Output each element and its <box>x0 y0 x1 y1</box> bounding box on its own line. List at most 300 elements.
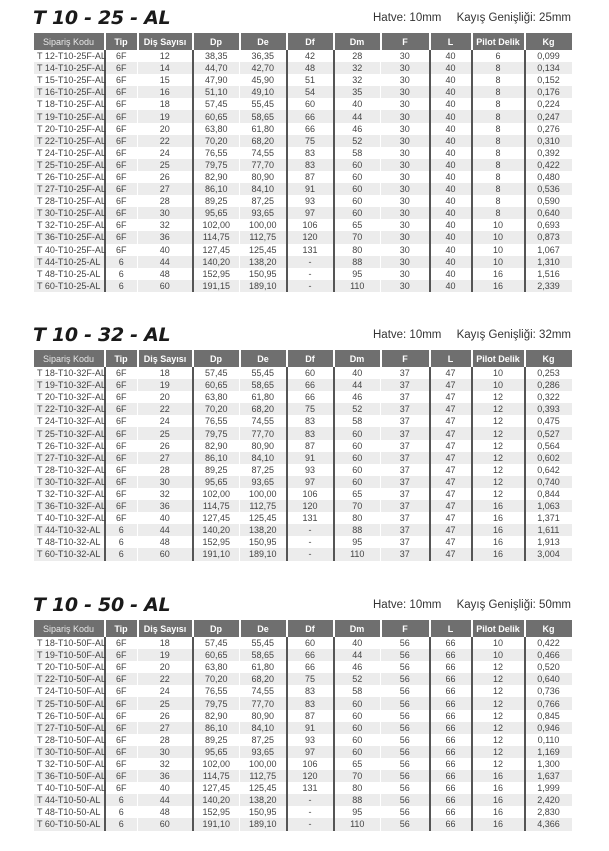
cell-order-code: T 30-T10-50F-AL <box>34 746 105 758</box>
cell-order-code: T 25-T10-32F-AL <box>34 427 105 439</box>
cell-type: 6F <box>105 512 138 524</box>
cell-order-code: T 48-T10-25-AL <box>34 268 105 280</box>
cell-type: 6F <box>105 367 138 379</box>
spec-table <box>33 350 572 561</box>
cell-f: 30 <box>381 195 430 207</box>
table-row <box>34 62 572 74</box>
cell-pilot-bore: 16 <box>472 794 525 806</box>
cell-order-code: T 27-T10-32F-AL <box>34 452 105 464</box>
cell-dm: 52 <box>334 673 381 685</box>
cell-l: 40 <box>430 86 472 98</box>
cell-dm: 35 <box>334 86 381 98</box>
cell-dm: 46 <box>334 123 381 135</box>
cell-de: 68,20 <box>240 673 287 685</box>
cell-dm: 95 <box>334 536 381 548</box>
cell-l: 47 <box>430 440 472 452</box>
cell-type: 6F <box>105 661 138 673</box>
cell-dm: 65 <box>334 219 381 231</box>
cell-de: 55,45 <box>240 98 287 110</box>
cell-l: 66 <box>430 746 472 758</box>
table-row <box>34 440 572 452</box>
cell-l: 47 <box>430 536 472 548</box>
header-teeth-count: Diş Sayısı <box>138 350 193 367</box>
cell-de: 80,90 <box>240 710 287 722</box>
cell-de: 80,90 <box>240 171 287 183</box>
cell-dp: 114,75 <box>193 231 240 243</box>
cell-type: 6F <box>105 231 138 243</box>
cell-teeth-count: 30 <box>138 476 193 488</box>
cell-type: 6 <box>105 256 138 268</box>
cell-pilot-bore: 12 <box>472 488 525 500</box>
cell-order-code: T 44-T10-32-AL <box>34 524 105 536</box>
cell-df: 87 <box>287 440 334 452</box>
cell-dm: 60 <box>334 207 381 219</box>
cell-f: 56 <box>381 661 430 673</box>
cell-type: 6F <box>105 219 138 231</box>
cell-type: 6F <box>105 415 138 427</box>
cell-l: 47 <box>430 415 472 427</box>
cell-de: 61,80 <box>240 391 287 403</box>
cell-teeth-count: 25 <box>138 159 193 171</box>
cell-teeth-count: 48 <box>138 536 193 548</box>
cell-teeth-count: 14 <box>138 62 193 74</box>
cell-dp: 140,20 <box>193 794 240 806</box>
cell-dm: 65 <box>334 758 381 770</box>
cell-type: 6F <box>105 98 138 110</box>
cell-de: 55,45 <box>240 367 287 379</box>
cell-weight-kg: 1,310 <box>525 256 572 268</box>
header-order-code: Sipariş Kodu <box>34 33 105 50</box>
cell-f: 56 <box>381 734 430 746</box>
cell-pilot-bore: 16 <box>472 512 525 524</box>
cell-teeth-count: 28 <box>138 464 193 476</box>
table-row <box>34 548 572 560</box>
cell-dm: 44 <box>334 379 381 391</box>
cell-teeth-count: 28 <box>138 734 193 746</box>
cell-pilot-bore: 10 <box>472 256 525 268</box>
cell-df: 91 <box>287 183 334 195</box>
cell-l: 40 <box>430 268 472 280</box>
pitch-label: Hatve: 10mm <box>373 599 442 611</box>
cell-de: 125,45 <box>240 512 287 524</box>
cell-f: 30 <box>381 207 430 219</box>
cell-weight-kg: 1,913 <box>525 536 572 548</box>
cell-pilot-bore: 12 <box>472 734 525 746</box>
cell-dm: 88 <box>334 256 381 268</box>
header-dm: Dm <box>334 350 381 367</box>
table-row <box>34 74 572 86</box>
cell-teeth-count: 27 <box>138 722 193 734</box>
cell-dm: 52 <box>334 403 381 415</box>
cell-weight-kg: 0,392 <box>525 147 572 159</box>
cell-teeth-count: 40 <box>138 512 193 524</box>
cell-order-code: T 36-T10-50F-AL <box>34 770 105 782</box>
cell-dp: 191,15 <box>193 280 240 292</box>
cell-dp: 79,75 <box>193 427 240 439</box>
cell-weight-kg: 1,516 <box>525 268 572 280</box>
cell-de: 87,25 <box>240 734 287 746</box>
cell-dm: 40 <box>334 637 381 649</box>
header-dp: Dp <box>193 620 240 637</box>
header-teeth-count: Diş Sayısı <box>138 33 193 50</box>
cell-type: 6 <box>105 548 138 560</box>
cell-type: 6 <box>105 524 138 536</box>
cell-l: 66 <box>430 758 472 770</box>
cell-order-code: T 19-T10-25F-AL <box>34 110 105 122</box>
table-row <box>34 391 572 403</box>
cell-df: 83 <box>287 685 334 697</box>
cell-teeth-count: 40 <box>138 244 193 256</box>
cell-de: 84,10 <box>240 722 287 734</box>
cell-df: - <box>287 524 334 536</box>
table-row <box>34 488 572 500</box>
cell-weight-kg: 1,169 <box>525 746 572 758</box>
cell-df: 83 <box>287 427 334 439</box>
cell-weight-kg: 0,693 <box>525 219 572 231</box>
table-row <box>34 50 572 62</box>
section-title: T 10 - 25 - AL <box>33 7 171 29</box>
cell-f: 37 <box>381 403 430 415</box>
table-row <box>34 464 572 476</box>
cell-order-code: T 24-T10-25F-AL <box>34 147 105 159</box>
cell-weight-kg: 0,393 <box>525 403 572 415</box>
header-type: Tip <box>105 620 138 637</box>
cell-weight-kg: 0,740 <box>525 476 572 488</box>
cell-l: 40 <box>430 171 472 183</box>
table-row <box>34 746 572 758</box>
cell-df: 83 <box>287 147 334 159</box>
cell-df: - <box>287 256 334 268</box>
cell-f: 37 <box>381 379 430 391</box>
cell-teeth-count: 22 <box>138 403 193 415</box>
table-row <box>34 171 572 183</box>
cell-df: 97 <box>287 207 334 219</box>
cell-dp: 63,80 <box>193 661 240 673</box>
header-dp: Dp <box>193 33 240 50</box>
header-l: L <box>430 620 472 637</box>
cell-teeth-count: 60 <box>138 280 193 292</box>
cell-pilot-bore: 12 <box>472 464 525 476</box>
belt-width-label: Kayış Genişliği: 25mm <box>456 12 571 24</box>
cell-l: 66 <box>430 649 472 661</box>
cell-f: 56 <box>381 722 430 734</box>
cell-pilot-bore: 8 <box>472 135 525 147</box>
cell-f: 30 <box>381 123 430 135</box>
table-row <box>34 637 572 649</box>
cell-de: 93,65 <box>240 746 287 758</box>
cell-type: 6F <box>105 391 138 403</box>
cell-l: 40 <box>430 50 472 62</box>
cell-dp: 79,75 <box>193 159 240 171</box>
cell-l: 47 <box>430 488 472 500</box>
cell-dp: 79,75 <box>193 697 240 709</box>
cell-df: - <box>287 280 334 292</box>
cell-weight-kg: 0,422 <box>525 159 572 171</box>
cell-order-code: T 32-T10-50F-AL <box>34 758 105 770</box>
cell-de: 87,25 <box>240 464 287 476</box>
cell-dm: 95 <box>334 268 381 280</box>
header-row <box>34 350 572 367</box>
cell-dp: 76,55 <box>193 147 240 159</box>
cell-df: - <box>287 536 334 548</box>
cell-f: 37 <box>381 548 430 560</box>
cell-type: 6F <box>105 171 138 183</box>
cell-teeth-count: 24 <box>138 685 193 697</box>
table-row <box>34 219 572 231</box>
cell-df: 87 <box>287 171 334 183</box>
header-order-code: Sipariş Kodu <box>34 350 105 367</box>
cell-dm: 60 <box>334 746 381 758</box>
cell-f: 56 <box>381 818 430 830</box>
cell-order-code: T 27-T10-25F-AL <box>34 183 105 195</box>
cell-dm: 32 <box>334 74 381 86</box>
cell-dp: 70,20 <box>193 403 240 415</box>
cell-pilot-bore: 8 <box>472 171 525 183</box>
belt-width-label: Kayış Genişliği: 32mm <box>456 329 571 341</box>
cell-de: 87,25 <box>240 195 287 207</box>
cell-dp: 70,20 <box>193 673 240 685</box>
cell-l: 66 <box>430 722 472 734</box>
section-specs <box>361 12 571 24</box>
cell-pilot-bore: 8 <box>472 207 525 219</box>
header-de: De <box>240 33 287 50</box>
cell-teeth-count: 36 <box>138 500 193 512</box>
cell-dp: 86,10 <box>193 452 240 464</box>
cell-df: 75 <box>287 673 334 685</box>
cell-l: 66 <box>430 794 472 806</box>
cell-order-code: T 44-T10-50-AL <box>34 794 105 806</box>
cell-l: 47 <box>430 379 472 391</box>
table-row <box>34 782 572 794</box>
cell-order-code: T 26-T10-25F-AL <box>34 171 105 183</box>
cell-weight-kg: 1,300 <box>525 758 572 770</box>
table-row <box>34 512 572 524</box>
header-df: Df <box>287 33 334 50</box>
table-row <box>34 415 572 427</box>
table-row <box>34 86 572 98</box>
cell-f: 56 <box>381 806 430 818</box>
cell-dp: 76,55 <box>193 685 240 697</box>
cell-df: 54 <box>287 86 334 98</box>
cell-weight-kg: 0,640 <box>525 673 572 685</box>
cell-de: 55,45 <box>240 637 287 649</box>
cell-l: 47 <box>430 464 472 476</box>
cell-dm: 60 <box>334 734 381 746</box>
cell-f: 30 <box>381 231 430 243</box>
cell-dm: 58 <box>334 685 381 697</box>
table-row <box>34 147 572 159</box>
cell-l: 40 <box>430 110 472 122</box>
cell-df: 120 <box>287 231 334 243</box>
cell-type: 6F <box>105 746 138 758</box>
cell-weight-kg: 0,475 <box>525 415 572 427</box>
cell-dp: 63,80 <box>193 123 240 135</box>
header-weight-kg: Kg <box>525 620 572 637</box>
cell-order-code: T 24-T10-50F-AL <box>34 685 105 697</box>
cell-weight-kg: 0,286 <box>525 379 572 391</box>
cell-weight-kg: 2,420 <box>525 794 572 806</box>
cell-pilot-bore: 16 <box>472 280 525 292</box>
cell-type: 6F <box>105 123 138 135</box>
cell-teeth-count: 20 <box>138 391 193 403</box>
cell-dm: 60 <box>334 440 381 452</box>
table-row <box>34 268 572 280</box>
cell-dp: 57,45 <box>193 367 240 379</box>
cell-dp: 95,65 <box>193 476 240 488</box>
cell-order-code: T 27-T10-50F-AL <box>34 722 105 734</box>
cell-f: 56 <box>381 673 430 685</box>
header-l: L <box>430 33 472 50</box>
table-row <box>34 524 572 536</box>
cell-dm: 60 <box>334 476 381 488</box>
cell-type: 6F <box>105 244 138 256</box>
cell-l: 40 <box>430 195 472 207</box>
cell-dm: 28 <box>334 50 381 62</box>
cell-pilot-bore: 16 <box>472 770 525 782</box>
cell-dm: 80 <box>334 512 381 524</box>
cell-dm: 60 <box>334 452 381 464</box>
header-f: F <box>381 33 430 50</box>
cell-weight-kg: 0,480 <box>525 171 572 183</box>
cell-pilot-bore: 12 <box>472 403 525 415</box>
cell-de: 68,20 <box>240 403 287 415</box>
belt-width-label: Kayış Genişliği: 50mm <box>456 599 571 611</box>
cell-order-code: T 25-T10-50F-AL <box>34 697 105 709</box>
cell-type: 6 <box>105 280 138 292</box>
cell-weight-kg: 0,099 <box>525 50 572 62</box>
cell-l: 66 <box>430 770 472 782</box>
cell-f: 37 <box>381 512 430 524</box>
cell-de: 77,70 <box>240 697 287 709</box>
header-de: De <box>240 620 287 637</box>
cell-pilot-bore: 16 <box>472 806 525 818</box>
cell-weight-kg: 0,536 <box>525 183 572 195</box>
cell-order-code: T 22-T10-50F-AL <box>34 673 105 685</box>
cell-l: 40 <box>430 183 472 195</box>
cell-f: 30 <box>381 171 430 183</box>
cell-teeth-count: 25 <box>138 697 193 709</box>
cell-pilot-bore: 10 <box>472 231 525 243</box>
cell-teeth-count: 20 <box>138 123 193 135</box>
cell-de: 36,35 <box>240 50 287 62</box>
cell-type: 6F <box>105 649 138 661</box>
cell-l: 66 <box>430 685 472 697</box>
cell-l: 66 <box>430 734 472 746</box>
table-row <box>34 367 572 379</box>
cell-df: 75 <box>287 403 334 415</box>
cell-weight-kg: 1,637 <box>525 770 572 782</box>
cell-dp: 152,95 <box>193 268 240 280</box>
cell-pilot-bore: 6 <box>472 50 525 62</box>
cell-weight-kg: 4,366 <box>525 818 572 830</box>
cell-pilot-bore: 8 <box>472 147 525 159</box>
cell-pilot-bore: 12 <box>472 746 525 758</box>
cell-l: 47 <box>430 367 472 379</box>
cell-type: 6F <box>105 62 138 74</box>
cell-order-code: T 14-T10-25F-AL <box>34 62 105 74</box>
cell-teeth-count: 20 <box>138 661 193 673</box>
table-row <box>34 500 572 512</box>
cell-f: 37 <box>381 464 430 476</box>
cell-teeth-count: 30 <box>138 746 193 758</box>
table-row <box>34 280 572 292</box>
cell-dm: 32 <box>334 62 381 74</box>
cell-teeth-count: 19 <box>138 110 193 122</box>
cell-type: 6F <box>105 159 138 171</box>
cell-pilot-bore: 8 <box>472 86 525 98</box>
cell-l: 66 <box>430 637 472 649</box>
cell-order-code: T 40-T10-32F-AL <box>34 512 105 524</box>
cell-de: 74,55 <box>240 685 287 697</box>
cell-weight-kg: 0,253 <box>525 367 572 379</box>
cell-de: 74,55 <box>240 415 287 427</box>
cell-de: 189,10 <box>240 548 287 560</box>
cell-teeth-count: 24 <box>138 147 193 159</box>
cell-dp: 140,20 <box>193 256 240 268</box>
cell-df: 97 <box>287 746 334 758</box>
table-row <box>34 110 572 122</box>
cell-df: 60 <box>287 637 334 649</box>
cell-teeth-count: 22 <box>138 673 193 685</box>
cell-df: 106 <box>287 758 334 770</box>
cell-pilot-bore: 8 <box>472 74 525 86</box>
cell-de: 100,00 <box>240 758 287 770</box>
cell-df: 120 <box>287 500 334 512</box>
table-row <box>34 818 572 830</box>
cell-df: 131 <box>287 512 334 524</box>
cell-df: 93 <box>287 464 334 476</box>
cell-order-code: T 44-T10-25-AL <box>34 256 105 268</box>
cell-de: 138,20 <box>240 256 287 268</box>
cell-l: 66 <box>430 661 472 673</box>
cell-order-code: T 18-T10-50F-AL <box>34 637 105 649</box>
cell-df: 42 <box>287 50 334 62</box>
cell-l: 47 <box>430 476 472 488</box>
cell-teeth-count: 19 <box>138 379 193 391</box>
cell-dp: 82,90 <box>193 710 240 722</box>
cell-dp: 102,00 <box>193 488 240 500</box>
cell-type: 6F <box>105 135 138 147</box>
cell-f: 37 <box>381 524 430 536</box>
cell-dm: 60 <box>334 427 381 439</box>
cell-pilot-bore: 8 <box>472 195 525 207</box>
header-l: L <box>430 350 472 367</box>
cell-order-code: T 19-T10-50F-AL <box>34 649 105 661</box>
cell-dp: 191,10 <box>193 818 240 830</box>
cell-l: 40 <box>430 147 472 159</box>
cell-pilot-bore: 10 <box>472 637 525 649</box>
cell-dp: 114,75 <box>193 500 240 512</box>
cell-df: 75 <box>287 135 334 147</box>
cell-de: 77,70 <box>240 159 287 171</box>
cell-f: 30 <box>381 159 430 171</box>
cell-order-code: T 24-T10-32F-AL <box>34 415 105 427</box>
cell-type: 6F <box>105 488 138 500</box>
cell-weight-kg: 0,527 <box>525 427 572 439</box>
cell-type: 6F <box>105 697 138 709</box>
cell-weight-kg: 0,466 <box>525 649 572 661</box>
cell-de: 189,10 <box>240 280 287 292</box>
cell-dm: 46 <box>334 391 381 403</box>
header-weight-kg: Kg <box>525 33 572 50</box>
cell-order-code: T 25-T10-25F-AL <box>34 159 105 171</box>
cell-pilot-bore: 16 <box>472 268 525 280</box>
cell-de: 84,10 <box>240 452 287 464</box>
cell-dm: 60 <box>334 710 381 722</box>
cell-order-code: T 26-T10-50F-AL <box>34 710 105 722</box>
cell-type: 6F <box>105 722 138 734</box>
cell-weight-kg: 2,339 <box>525 280 572 292</box>
